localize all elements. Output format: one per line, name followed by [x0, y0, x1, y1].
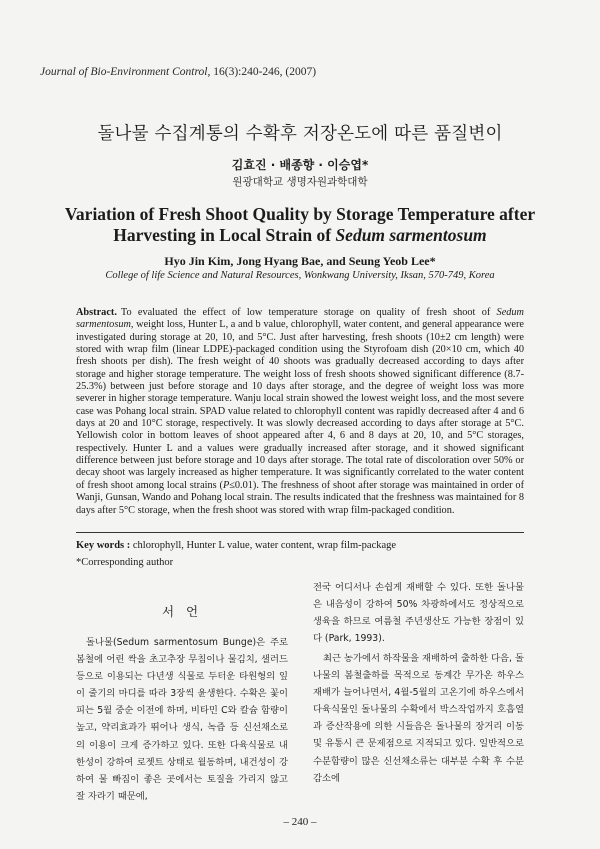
korean-affiliation: 원광대학교 생명자원과학대학 — [232, 176, 368, 188]
abstract-species: Sedum sarmentosum — [76, 307, 524, 331]
english-title-line1: Variation of Fresh Shoot Quality by Storage Temperature after — [64, 204, 536, 224]
english-affiliation: College of life Science and Natural Resources, Wonkwang University, Iksan, 570-749, Korea — [105, 270, 495, 281]
journal-name: Journal of Bio-Environment Control, — [40, 66, 211, 78]
abstract-label: Abstract. — [76, 307, 117, 318]
abstract — [76, 307, 524, 517]
english-title-line2: Harvesting in Local Strain of — [113, 225, 336, 245]
english-authors: Hyo Jin Kim, Jong Hyang Bae, and Seung Yeob Lee* — [164, 254, 436, 268]
keywords-divider — [76, 532, 524, 533]
abstract-text-2: , weight loss, Hunter L, a and b value, chlorophyll, water content, and general appearance were investigated during storage at 20, 10, and 5°C. Just after harvesting, fresh shoots (10±2 cm length) were stored with wrap film (linear LDPE)-packaged condition using the Styrofoam dish (20×10 cm, which 40 fresh shoots per dish). The fresh weight of 40 shoots was gradually decreased according to days after storage and higher storage temperature. The weight loss of fresh shoots showed significant difference (8.7-25.3%) between just before storage and 10 days after storage, and the degree of weight loss was more severer in higher storage temperature. Wanju local strain showed the lowest weight loss, and the most severe case was Pohang local strain. SPAD value related to chlorophyll content was rapidly decreased after 4 and 6 days at 20 and 10°C storage, respectively. It was slowly decreased according to days after storage at 5°C. Yellowish color in bottom leaves of shoot appeared after 4, 6 and 8 days at 20, 10, and 5°C storages, respectively. Hunter L and a values were gradually increased after storage, and it showed significant difference between just before storage and 10 days after storage. The total rate of discoloration over 50% or decay shoot was largely increased as higher temperature. It was significantly correlated to the water content of fresh shoot among local strains ( — [76, 319, 524, 491]
corresponding-author-note: *Corresponding author — [76, 557, 174, 568]
english-title — [40, 204, 560, 246]
korean-title: 돌나물 수집계통의 수확후 저장온도에 따른 품질변이 — [97, 124, 503, 144]
abstract-text-1: To evaluated the effect of low temperature storage on quality of fresh shoot of — [120, 307, 497, 318]
body-left-column: 돌나물(Sedum sarmentosum Bunge)은 주로 봄철에 어린 싹을 초고추장 무침이나 물김치, 샐러드 등으로 이용되는 다년생 식물로 두터운 타원형의 잎이 줄기의 마디를 따라 3장씩 윤생한다. 수확은 꽃이 피는 5월 중순 이전에 하며, 비타민 C와 칼슘 함량이 높고, 약리효과가 뛰어나 생식, 녹즙 등 신선채소로의 이용이 크게 증가하고 있다. 또한 다육식물로 내한성이 강하여 로젯트 상태로 월동하며, 내건성이 강하여 물 빠짐이 좋은 곳에서는 토질을 가리지 않고 잘 자라기 때문에, — [76, 637, 288, 802]
journal-volume: 16(3):240-246, (2007) — [213, 66, 317, 78]
keywords-label: Key words : — [76, 540, 131, 551]
abstract-p-value: P — [222, 479, 230, 491]
korean-authors: 김효진 · 배종향 · 이승엽* — [231, 158, 369, 172]
keywords — [76, 540, 536, 551]
body-right-paragraph-1: 전국 어디서나 손쉽게 재배할 수 있다. 또한 돌나물은 내음성이 강하여 50% 차광하에서도 정상적으로 생육을 하므로 여름철 주년생산도 가능한 장점이 있다 (Park, 1993). — [313, 582, 524, 645]
body-right-paragraph-2: 최근 농가에서 하작물을 재배하여 출하한 다음, 돌나물의 봄철출하를 목적으로 동계간 무가온 하우스 재배가 늘어나면서, 4월-5월의 고온기에 하우스에서 다육식물인 돌나물의 수확에서 박스작업까지 호흡열과 증산작용에 의한 시들음은 돌나물의 장거리 이동 및 유통시 큰 문제점으로 지적되고 있다. 일반적으로 수분함량이 많은 신선채소류는 대부분 수확 후 수분감소에 — [313, 653, 524, 784]
journal-citation — [40, 66, 560, 78]
abstract-text-3: ≤0.01). The freshness of shoot after storage was maintained in order of Wanji, Gunsan, Wando and Pohang local strain. The results indicated that the freshness was maintained for 8 days after 5°C storage, when the fresh shoot was stored with wrap film-packaged condition. — [76, 479, 524, 516]
keywords-text: chlorophyll, Hunter L value, water content, wrap film-package — [132, 540, 397, 551]
english-title-species: Sedum sarmentosum — [335, 225, 487, 245]
page-number: – 240 – — [283, 816, 317, 828]
section-heading-introduction: 서 언 — [161, 604, 203, 619]
